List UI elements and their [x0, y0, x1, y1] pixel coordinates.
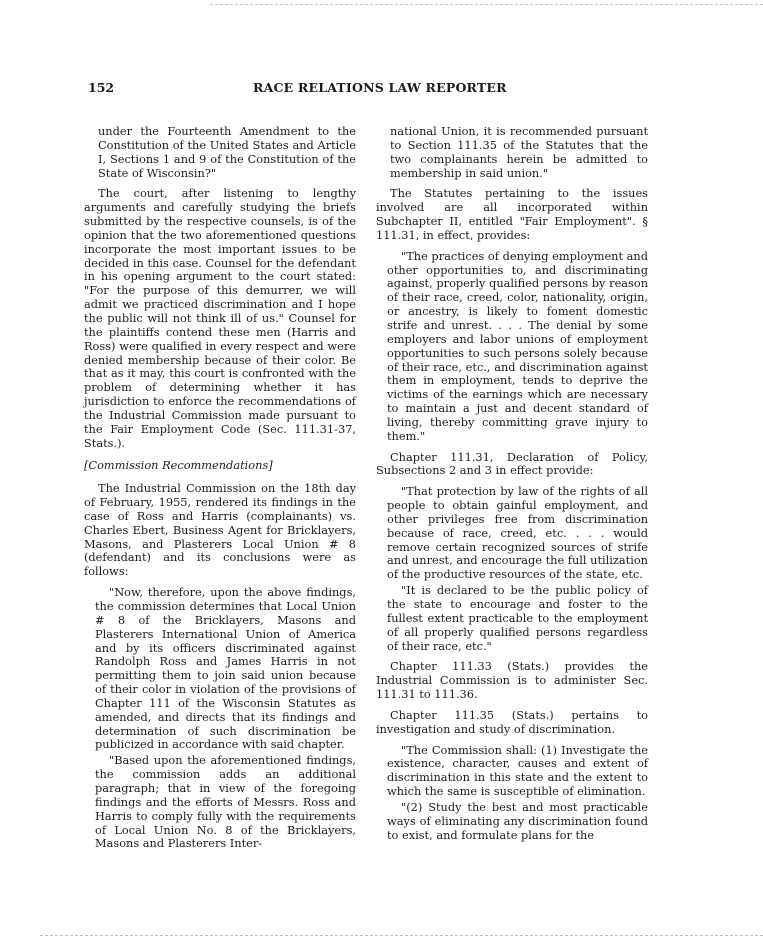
quote-commission-determination: "Now, therefore, upon the above findings, the commission determines that Local Union # 8 of the Bricklayers, Masons and Plasterers International Union of America and by its officers discriminated against Randolph Ross and James Harris in not permitting them to join said union because of their color in violation of the provisions of Chapter 111 of the Wisconsin Statutes as amended, and directs that its findings and determination of such discrimination be publicized in accordance with said chapter.: [95, 585, 356, 752]
right-column: [376, 125, 648, 850]
paragraph-commission-findings: The Industrial Commission on the 18th day of February, 1955, rendered its findings in the case of Ross and Harris (complainants) vs. Charles Ebert, Business Agent for Bricklayers, Masons, and Plasterers Local Union # 8 (defendant) and its conclusions were as follows:: [84, 481, 356, 579]
section-heading-commission-recommendations: [Commission Recommendations]: [84, 458, 273, 473]
quoted-question-end: under the Fourteenth Amendment to the Constitution of the United States and Article I, Sections 1 and 9 of the Constitution of the State of Wisconsin?": [98, 124, 356, 180]
quote-recommendation-continued: national Union, it is recommended pursuant to Section 111.35 of the Statutes that the two complainants herein be admitted to membership in said union.": [390, 124, 648, 180]
bottom-page-edge: [40, 935, 763, 936]
left-column: [84, 125, 356, 858]
running-title: RACE RELATIONS LAW REPORTER: [253, 80, 507, 95]
quote-commission-shall-2: "(2) Study the best and most practicable ways of eliminating any discrimination found to exist, and formulate plans for the: [387, 799, 648, 842]
paragraph-chapter-111-35: Chapter 111.35 (Stats.) pertains to investigation and study of discrimination.: [376, 707, 648, 736]
paragraph-court-opinion: The court, after listening to lengthy arguments and carefully studying the briefs submitted by the respective counsels, is of the opinion that the two aforementioned questions incorporate the most important issues to be decided in this case. Counsel for the defendant in his opening argument to the court stated: "For the purpose of this demurrer, we will admit we practiced discrimination and I hope the public will not think ill of us." Counsel for the plaintiffs contend these men (Harris and Ross) were qualified in every respect and were denied membership because of their color. Be that as it may, this court is confronted with the problem of determining whether it has jurisdiction to enforce the recommendations of the Industrial Commission made pursuant to the Fair Employment Code (Sec. 111.31-37, Stats.).: [84, 186, 356, 450]
quote-public-policy: "It is declared to be the public policy of the state to encourage and foster to the fullest extent practicable to the employment of all properly qualified persons regardless of their race, etc.": [387, 583, 648, 653]
quote-protection-by-law: "That protection by law of the rights of all people to obtain gainful employment, and other privileges free from discrimination because of race, creed, etc. . . . would remove certain recognized sources of strife and unrest, and encourage the full utilization of the productive resources of the state, etc.: [387, 484, 648, 582]
quote-section-111-31: "The practices of denying employment and other opportunities to, and discriminating against, properly qualified persons by reason of their race, creed, color, nationality, origin, or ancestry, is likely to foment domestic strife and unrest. . . . The denial by some employers and labor unions of employment opportunities to such persons solely because of their race, etc., and discrimination against them in employment, tends to deprive the victims of the earnings which are necessary to maintain a just and decent standard of living, thereby committing grave injury to them.": [387, 248, 648, 443]
page-number: 152: [88, 80, 115, 95]
paragraph-declaration-of-policy: Chapter 111.31, Declaration of Policy, Subsections 2 and 3 in effect provide:: [376, 449, 648, 478]
top-page-edge: [210, 4, 763, 5]
quote-commission-shall-1: "The Commission shall: (1) Investigate the existence, character, causes and extent of discrimination in this state and the extent to which the same is susceptible of elimination.: [387, 742, 648, 799]
paragraph-statutes: The Statutes pertaining to the issues involved are all incorporated within Subchapter II, entitled "Fair Employment". § 111.31, in effect, provides:: [376, 186, 648, 242]
paragraph-chapter-111-33: Chapter 111.33 (Stats.) provides the Industrial Commission is to administer Sec. 111.31 to 111.36.: [376, 659, 648, 702]
quote-commission-recommendation: "Based upon the aforementioned findings, the commission adds an additional paragraph; that in view of the foregoing findings and the efforts of Messrs. Ross and Harris to comply fully with the requirements of Local Union No. 8 of the Bricklayers, Masons and Plasterers Inter-: [95, 753, 356, 851]
